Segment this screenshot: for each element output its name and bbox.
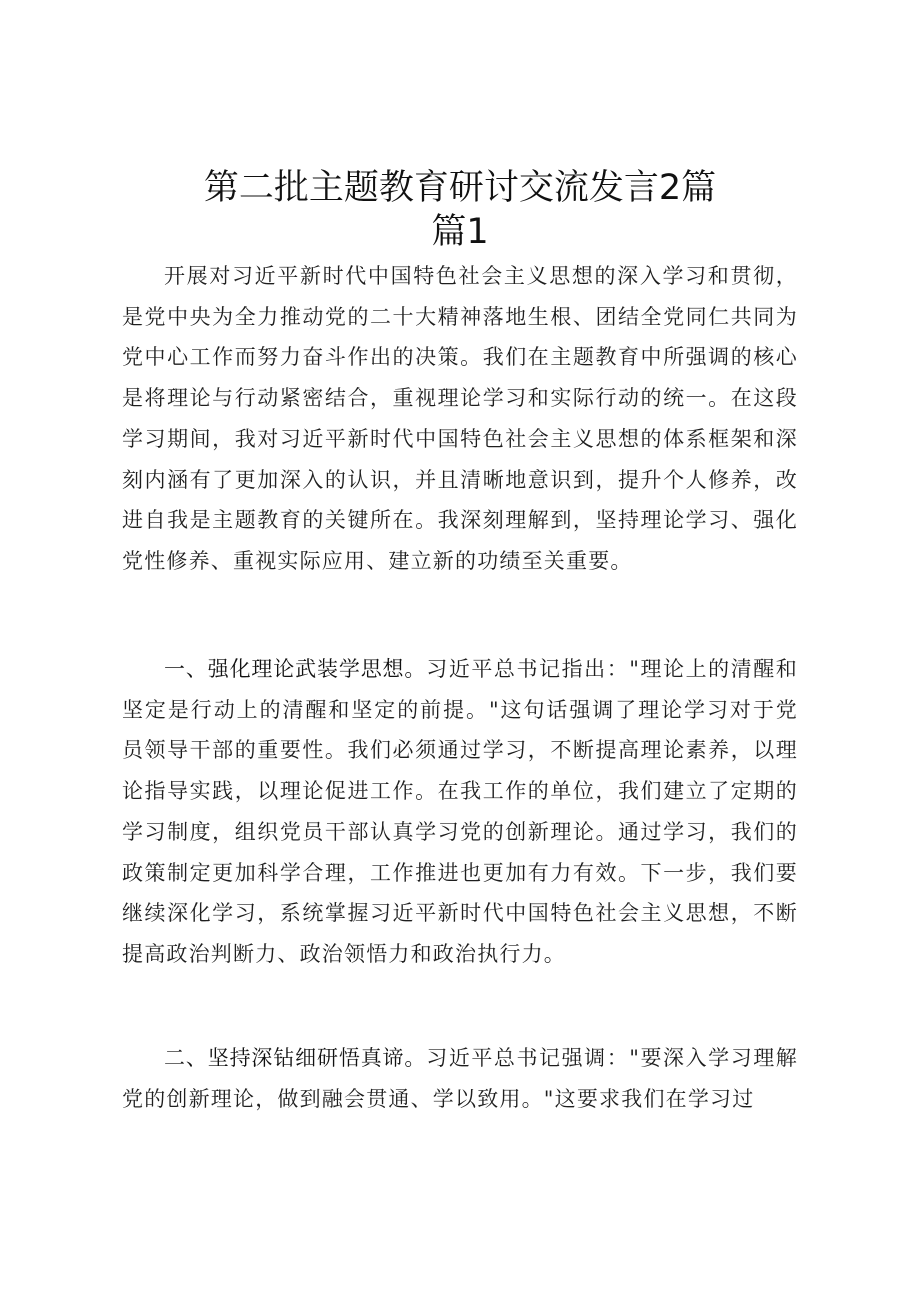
- section-1-heading: 一、强化理论武装学思想。: [164, 657, 427, 681]
- document-subtitle: 篇1: [431, 212, 489, 252]
- paragraph-intro: [122, 256, 798, 582]
- section-2-text: 习近平总书记强调："要深入学习理解党的创新理论，做到融会贯通、学以致用。"这要求我们在学习过: [122, 1046, 798, 1111]
- document-title: 第二批主题教育研讨交流发言2篇: [203, 168, 717, 208]
- paragraph-intro-text: 开展对习近平新时代中国特色社会主义思想的深入学习和贯彻，是党中央为全力推动党的二十大精神落地生根、团结全党同仁共同为党中心工作而努力奋斗作出的决策。我们在主题教育中所强调的核心是将理论与行动紧密结合，重视理论学习和实际行动的统一。在这段学习期间，我对习近平新时代中国特色社会主义思想的体系框架和深刻内涵有了更加深入的认识，并且清晰地意识到，提升个人修养，改进自我是主题教育的关键所在。我深刻理解到，坚持理论学习、强化党性修养、重视实际应用、建立新的功绩至关重要。: [122, 264, 798, 573]
- paragraph-section-1: [122, 649, 798, 975]
- section-1-text: 习近平总书记指出："理论上的清醒和坚定是行动上的清醒和坚定的前提。"这句话强调了理论学习对于党员领导干部的重要性。我们必须通过学习，不断提高理论素养，以理论指导实践，以理论促进工作。在我工作的单位，我们建立了定期的学习制度，组织党员干部认真学习党的创新理论。通过学习，我们的政策制定更加科学合理，工作推进也更加有力有效。下一步，我们要继续深化学习，系统掌握习近平新时代中国特色社会主义思想，不断提高政治判断力、政治领悟力和政治执行力。: [122, 657, 799, 966]
- section-2-heading: 二、坚持深钻细研悟真谛。: [164, 1046, 427, 1070]
- paragraph-section-2: [122, 1038, 798, 1124]
